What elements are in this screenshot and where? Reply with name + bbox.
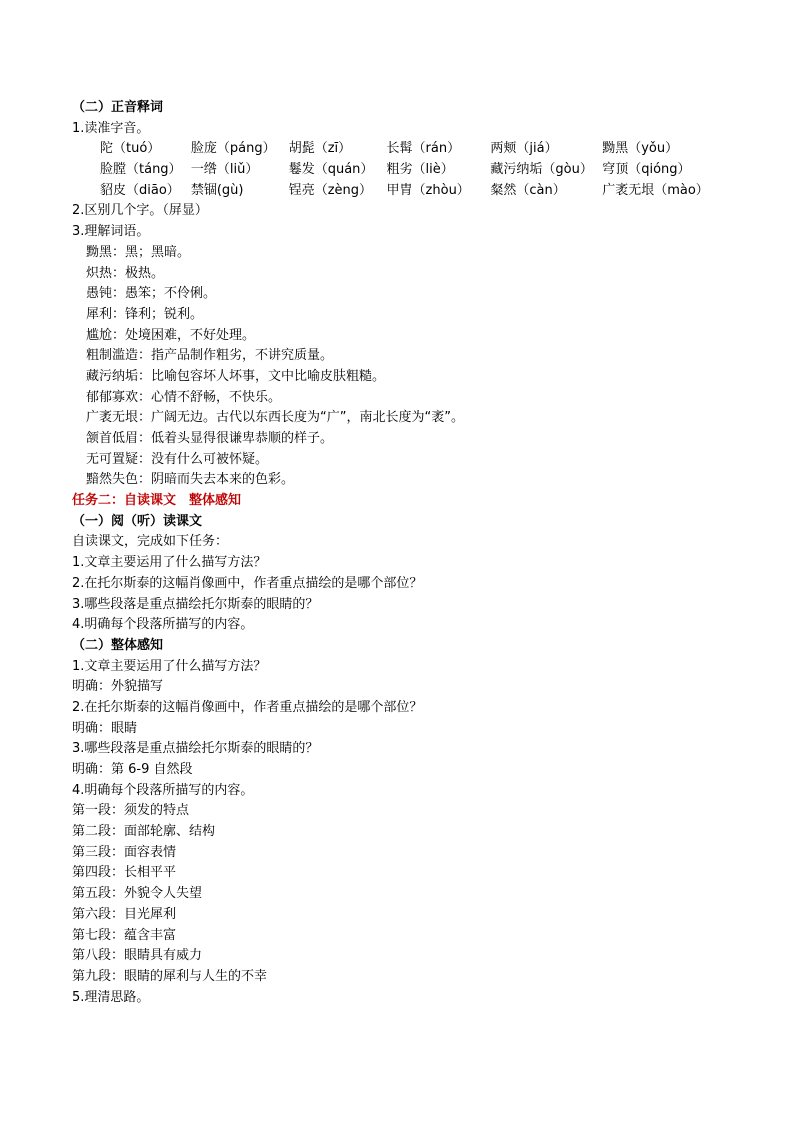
qa-line: 2.在托尔斯泰的这幅肖像画中，作者重点描绘的是哪个部位？ bbox=[72, 699, 423, 715]
pinyin-word: 脸庞（páng） bbox=[190, 141, 276, 157]
definition-line: 炽热：极热。 bbox=[86, 265, 165, 281]
pinyin-word: 粲然（càn） bbox=[490, 182, 566, 198]
paragraph-summary: 第一段：须发的特点 bbox=[72, 803, 190, 819]
pinyin-row-3 bbox=[72, 181, 732, 202]
pinyin-word: 锃亮（zèng） bbox=[288, 182, 373, 198]
definition-line: 无可置疑：没有什么可被怀疑。 bbox=[86, 451, 269, 467]
paragraph-summary: 第三段：面容表情 bbox=[72, 844, 177, 860]
paragraph-summary: 第八段：眼睛具有威力 bbox=[72, 948, 203, 964]
section-heading-read: （一）阅（听）读课文 bbox=[72, 513, 203, 529]
definition-line: 黯然失色：阴暗而失去本来的色彩。 bbox=[86, 472, 295, 488]
item-read-pronunciation: 1.读准字音。 bbox=[72, 120, 150, 136]
pinyin-word: 鬈发（quán） bbox=[288, 162, 374, 178]
definition-line: 藏污纳垢：比喻包容坏人坏事，文中比喻皮肤粗糙。 bbox=[86, 368, 386, 384]
pinyin-word: 两颊（jiá） bbox=[490, 141, 558, 157]
pinyin-word: 黝黑（yǒu） bbox=[602, 141, 679, 157]
definition-line: 黝黑：黑；黑暗。 bbox=[86, 244, 191, 260]
read-task: 4.明确每个段落所描写的内容。 bbox=[72, 617, 254, 633]
pinyin-word: 甲胄（zhòu） bbox=[386, 182, 470, 198]
definition-line: 犀利：锋利；锐利。 bbox=[86, 306, 204, 322]
item-understand-words: 3.理解词语。 bbox=[72, 224, 150, 240]
pinyin-word: 广袤无垠（mào） bbox=[602, 182, 709, 198]
paragraph-summary: 第二段：面部轮廓、结构 bbox=[72, 824, 216, 840]
paragraph-summary: 第四段：长相平平 bbox=[72, 865, 177, 881]
paragraph-summary: 第九段：眼睛的犀利与人生的不幸 bbox=[72, 968, 268, 984]
pinyin-word: 穹顶（qióng） bbox=[602, 162, 691, 178]
qa-line: 明确：眼睛 bbox=[72, 720, 138, 736]
pinyin-row-1 bbox=[72, 139, 732, 160]
paragraph-summary: 第七段：蕴含丰富 bbox=[72, 927, 177, 943]
pinyin-word: 陀（tuó） bbox=[100, 141, 161, 157]
qa-line: 3.哪些段落是重点描绘托尔斯泰的眼睛的？ bbox=[72, 741, 319, 757]
section-heading-zhengyin: （二）正音释词 bbox=[72, 100, 164, 115]
qa-line: 1.文章主要运用了什么描写方法？ bbox=[72, 658, 267, 674]
item-clarify-thinking: 5.理清思路。 bbox=[72, 989, 150, 1005]
qa-line: 4.明确每个段落所描写的内容。 bbox=[72, 782, 254, 798]
definition-line: 粗制滥造：指产品制作粗劣，不讲究质量。 bbox=[86, 348, 334, 364]
document-body bbox=[72, 98, 732, 1008]
pinyin-word: 胡髭（zī） bbox=[288, 141, 352, 157]
pinyin-word: 藏污纳垢（gòu） bbox=[490, 162, 593, 178]
pinyin-word: 粗劣（liè） bbox=[386, 162, 454, 178]
pinyin-row-2 bbox=[72, 160, 732, 181]
qa-line: 明确：第 6-9 自然段 bbox=[72, 762, 193, 777]
read-task: 1.文章主要运用了什么描写方法？ bbox=[72, 555, 267, 571]
definition-line: 尴尬：处境困难，不好处理。 bbox=[86, 327, 256, 343]
task-two-heading: 任务二：自读课文 整体感知 bbox=[72, 493, 242, 509]
read-intro: 自读课文，完成如下任务： bbox=[72, 534, 229, 550]
pinyin-word: 脸膛（táng） bbox=[100, 162, 182, 178]
definition-line: 愚钝：愚笨；不伶俐。 bbox=[86, 286, 217, 302]
read-task: 3.哪些段落是重点描绘托尔斯泰的眼睛的？ bbox=[72, 596, 319, 612]
definition-line: 广袤无垠：广阔无边。古代以东西长度为“广”，南北长度为“袤”。 bbox=[86, 410, 464, 426]
pinyin-word: 一绺（liǔ） bbox=[190, 162, 259, 178]
section-heading-overall: （二）整体感知 bbox=[72, 637, 164, 653]
paragraph-summary: 第五段：外貌令人失望 bbox=[72, 886, 203, 902]
pinyin-word: 貂皮（diāo） bbox=[100, 182, 180, 198]
read-task: 2.在托尔斯泰的这幅肖像画中，作者重点描绘的是哪个部位？ bbox=[72, 575, 423, 591]
paragraph-summary: 第六段：目光犀利 bbox=[72, 906, 177, 922]
pinyin-word: 长髯（rán） bbox=[386, 141, 461, 157]
definition-line: 郁郁寡欢：心情不舒畅，不快乐。 bbox=[86, 389, 282, 405]
qa-line: 明确：外貌描写 bbox=[72, 679, 164, 695]
definition-line: 颔首低眉：低着头显得很谦卑恭顺的样子。 bbox=[86, 431, 334, 446]
item-distinguish-chars: 2.区别几个字。（屏显） bbox=[72, 203, 208, 219]
pinyin-word: 禁锢(gù) bbox=[190, 182, 244, 198]
